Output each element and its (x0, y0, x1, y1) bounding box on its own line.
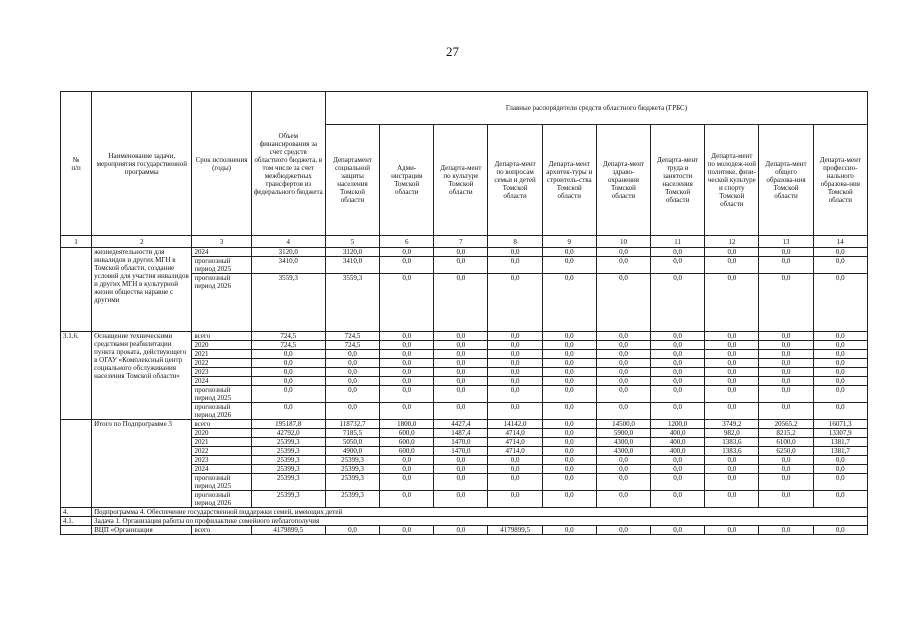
total-value-cell: 0,0 (251, 403, 325, 420)
grbs-value-cell: 982,0 (705, 429, 759, 438)
grbs-value-cell: 0,0 (488, 248, 542, 257)
grbs-value-cell: 0,0 (325, 386, 379, 403)
grbs-value-cell: 0,0 (596, 403, 650, 420)
grbs-value-cell: 0,0 (813, 465, 867, 474)
grbs-value-cell: 600,0 (380, 447, 434, 456)
section-number: 4. (61, 508, 92, 517)
grbs-value-cell: 0,0 (813, 257, 867, 274)
total-value-cell: 25399,3 (251, 447, 325, 456)
grbs-value-cell: 0,0 (705, 491, 759, 508)
row-number: 3.1.6. (61, 332, 92, 420)
period-cell: 2021 (192, 438, 251, 447)
grbs-value-cell: 0,0 (434, 359, 488, 368)
grbs-value-cell: 6250,0 (759, 447, 813, 456)
total-value-cell: 25399,3 (251, 465, 325, 474)
grbs-value-cell: 0,0 (488, 465, 542, 474)
grbs-value-cell: 0,0 (705, 526, 759, 535)
column-number: 13 (759, 236, 813, 248)
column-number: 9 (542, 236, 596, 248)
grbs-value-cell: 0,0 (596, 257, 650, 274)
grbs-value-cell: 0,0 (813, 341, 867, 350)
grbs-value-cell: 0,0 (434, 377, 488, 386)
grbs-value-cell: 0,0 (542, 465, 596, 474)
period-cell: 2023 (192, 456, 251, 465)
column-number: 3 (192, 236, 251, 248)
grbs-value-cell: 0,0 (542, 386, 596, 403)
grbs-value-cell: 0,0 (596, 274, 650, 332)
grbs-value-cell: 0,0 (813, 248, 867, 257)
grbs-value-cell: 25399,3 (325, 465, 379, 474)
grbs-value-cell: 0,0 (759, 274, 813, 332)
header-grbs-9: Департа-мент общего образова-ния Томской области (759, 125, 813, 236)
grbs-value-cell: 0,0 (759, 341, 813, 350)
grbs-value-cell: 0,0 (434, 465, 488, 474)
total-value-cell: 724,5 (251, 332, 325, 341)
financing-table (60, 91, 868, 535)
grbs-value-cell: 0,0 (434, 350, 488, 359)
grbs-value-cell: 0,0 (651, 386, 705, 403)
grbs-value-cell: 0,0 (325, 377, 379, 386)
period-cell: 2020 (192, 341, 251, 350)
grbs-value-cell: 0,0 (542, 332, 596, 341)
grbs-value-cell: 0,0 (651, 474, 705, 491)
grbs-value-cell: 0,0 (596, 465, 650, 474)
grbs-value-cell: 0,0 (651, 377, 705, 386)
grbs-value-cell: 5050,0 (325, 438, 379, 447)
grbs-value-cell: 0,0 (380, 377, 434, 386)
column-number: 2 (92, 236, 192, 248)
grbs-value-cell: 0,0 (380, 341, 434, 350)
grbs-value-cell: 0,0 (434, 257, 488, 274)
column-number: 8 (488, 236, 542, 248)
grbs-value-cell: 1383,6 (705, 438, 759, 447)
grbs-value-cell: 3410,0 (325, 257, 379, 274)
grbs-value-cell: 4179899,5 (488, 526, 542, 535)
total-value-cell: 0,0 (251, 368, 325, 377)
period-cell: прогнозный период 2026 (192, 403, 251, 420)
grbs-value-cell: 0,0 (759, 456, 813, 465)
column-number: 6 (380, 236, 434, 248)
grbs-value-cell: 0,0 (488, 332, 542, 341)
grbs-value-cell: 0,0 (380, 257, 434, 274)
column-number: 11 (651, 236, 705, 248)
total-value-cell: 0,0 (251, 359, 325, 368)
grbs-value-cell: 0,0 (813, 403, 867, 420)
header-grbs-5: Департа-мент архитек-туры и строитель-ства Томской области (542, 125, 596, 236)
grbs-value-cell: 0,0 (380, 368, 434, 377)
grbs-value-cell: 14142,0 (488, 420, 542, 429)
section-number: 4.1. (61, 517, 92, 526)
grbs-value-cell: 0,0 (380, 456, 434, 465)
section-title: Задача 1. Организация работы по профилактике семейного неблагополучия (92, 517, 868, 526)
period-cell: 2024 (192, 248, 251, 257)
grbs-value-cell: 0,0 (813, 386, 867, 403)
grbs-value-cell: 4714,0 (488, 447, 542, 456)
grbs-value-cell: 0,0 (542, 526, 596, 535)
grbs-value-cell: 1470,0 (434, 447, 488, 456)
header-grbs-title: Главные распорядители средств областного бюджета (ГРБС) (325, 92, 867, 125)
total-value-cell: 3120,0 (251, 248, 325, 257)
header-period: Срок исполнения (годы) (192, 92, 251, 236)
grbs-value-cell: 400,0 (651, 447, 705, 456)
header-grbs-7: Департа-мент труда и занятости населения Томской области (651, 125, 705, 236)
grbs-value-cell: 0,0 (705, 403, 759, 420)
header-grbs-1: Департамент социальной защиты населения Томской области (325, 125, 379, 236)
total-value-cell: 0,0 (251, 386, 325, 403)
header-no: № п/п (61, 92, 92, 236)
grbs-value-cell: 0,0 (705, 465, 759, 474)
grbs-value-cell: 0,0 (759, 474, 813, 491)
grbs-value-cell: 8215,2 (759, 429, 813, 438)
grbs-value-cell: 0,0 (813, 474, 867, 491)
grbs-value-cell: 0,0 (813, 491, 867, 508)
grbs-value-cell: 0,0 (542, 257, 596, 274)
grbs-value-cell: 0,0 (759, 386, 813, 403)
period-cell: всего (192, 526, 251, 535)
grbs-value-cell: 3120,0 (325, 248, 379, 257)
grbs-value-cell: 0,0 (759, 332, 813, 341)
grbs-value-cell: 1487,4 (434, 429, 488, 438)
grbs-value-cell: 0,0 (705, 386, 759, 403)
grbs-value-cell: 0,0 (488, 274, 542, 332)
grbs-value-cell: 0,0 (705, 474, 759, 491)
period-cell: 2024 (192, 377, 251, 386)
grbs-value-cell: 0,0 (488, 341, 542, 350)
period-cell: прогнозный период 2025 (192, 257, 251, 274)
grbs-value-cell: 0,0 (434, 491, 488, 508)
grbs-value-cell: 0,0 (434, 456, 488, 465)
grbs-value-cell: 0,0 (651, 491, 705, 508)
grbs-value-cell: 0,0 (380, 403, 434, 420)
grbs-value-cell: 0,0 (596, 368, 650, 377)
grbs-value-cell: 0,0 (759, 377, 813, 386)
grbs-value-cell: 0,0 (434, 368, 488, 377)
column-number: 14 (813, 236, 867, 248)
grbs-value-cell: 0,0 (596, 248, 650, 257)
grbs-value-cell: 3749,2 (705, 420, 759, 429)
grbs-value-cell: 0,0 (542, 248, 596, 257)
grbs-value-cell: 25399,3 (325, 456, 379, 465)
total-value-cell: 25399,3 (251, 456, 325, 465)
grbs-value-cell: 0,0 (488, 403, 542, 420)
column-number: 5 (325, 236, 379, 248)
grbs-value-cell: 0,0 (705, 257, 759, 274)
grbs-value-cell: 0,0 (759, 403, 813, 420)
grbs-value-cell: 3559,3 (325, 274, 379, 332)
grbs-value-cell: 0,0 (759, 359, 813, 368)
grbs-value-cell: 0,0 (488, 257, 542, 274)
grbs-value-cell: 0,0 (705, 341, 759, 350)
grbs-value-cell: 0,0 (542, 429, 596, 438)
row-number (61, 248, 92, 332)
grbs-value-cell: 0,0 (651, 456, 705, 465)
grbs-value-cell: 0,0 (596, 332, 650, 341)
grbs-value-cell: 0,0 (380, 465, 434, 474)
header-task-name: Наименование задачи, мероприятия государственной программы (92, 92, 192, 236)
period-cell: всего (192, 332, 251, 341)
grbs-value-cell: 0,0 (434, 386, 488, 403)
total-value-cell: 4179899,5 (251, 526, 325, 535)
grbs-value-cell: 0,0 (542, 491, 596, 508)
grbs-value-cell: 0,0 (705, 350, 759, 359)
grbs-value-cell: 0,0 (542, 377, 596, 386)
grbs-value-cell: 0,0 (596, 359, 650, 368)
grbs-value-cell: 0,0 (380, 274, 434, 332)
grbs-value-cell: 0,0 (705, 248, 759, 257)
grbs-value-cell: 0,0 (434, 248, 488, 257)
grbs-value-cell: 0,0 (488, 368, 542, 377)
grbs-value-cell: 0,0 (488, 491, 542, 508)
grbs-value-cell: 6100,0 (759, 438, 813, 447)
grbs-value-cell: 0,0 (325, 526, 379, 535)
grbs-value-cell: 20565,2 (759, 420, 813, 429)
grbs-value-cell: 0,0 (488, 359, 542, 368)
grbs-value-cell: 1200,0 (651, 420, 705, 429)
period-cell: прогнозный период 2025 (192, 386, 251, 403)
column-number: 10 (596, 236, 650, 248)
total-value-cell: 195187,8 (251, 420, 325, 429)
column-number: 4 (251, 236, 325, 248)
grbs-value-cell: 0,0 (542, 447, 596, 456)
grbs-value-cell: 400,0 (651, 438, 705, 447)
grbs-value-cell: 1470,0 (434, 438, 488, 447)
total-value-cell: 25399,3 (251, 438, 325, 447)
grbs-value-cell: 0,0 (488, 350, 542, 359)
grbs-value-cell: 0,0 (705, 332, 759, 341)
grbs-value-cell: 0,0 (380, 350, 434, 359)
grbs-value-cell: 0,0 (434, 403, 488, 420)
grbs-value-cell: 400,0 (651, 429, 705, 438)
row-number (61, 420, 92, 508)
grbs-value-cell: 0,0 (434, 474, 488, 491)
grbs-value-cell: 0,0 (325, 403, 379, 420)
grbs-value-cell: 724,5 (325, 341, 379, 350)
grbs-value-cell: 0,0 (759, 350, 813, 359)
grbs-value-cell: 118732,7 (325, 420, 379, 429)
table-row (61, 420, 868, 429)
grbs-value-cell: 724,5 (325, 332, 379, 341)
grbs-value-cell: 0,0 (542, 350, 596, 359)
grbs-value-cell: 0,0 (325, 368, 379, 377)
total-value-cell: 3410,0 (251, 257, 325, 274)
period-cell: 2023 (192, 368, 251, 377)
grbs-value-cell: 0,0 (488, 456, 542, 465)
grbs-value-cell: 1381,7 (813, 438, 867, 447)
grbs-value-cell: 0,0 (705, 274, 759, 332)
grbs-value-cell: 0,0 (596, 377, 650, 386)
task-name: Оснащение техническими средствами реабилитации пункта проката, действующего в ОГАУ «Комплексный центр социального обслуживания населения Томской области» (92, 332, 192, 420)
total-value-cell: 25399,3 (251, 474, 325, 491)
grbs-value-cell: 0,0 (596, 456, 650, 465)
grbs-value-cell: 0,0 (705, 377, 759, 386)
grbs-value-cell: 0,0 (759, 368, 813, 377)
grbs-value-cell: 1383,6 (705, 447, 759, 456)
grbs-value-cell: 0,0 (813, 350, 867, 359)
grbs-value-cell: 0,0 (813, 456, 867, 465)
grbs-value-cell: 0,0 (542, 474, 596, 491)
grbs-value-cell: 4300,0 (596, 438, 650, 447)
table-body (61, 248, 868, 535)
grbs-value-cell: 4714,0 (488, 438, 542, 447)
grbs-value-cell: 0,0 (380, 386, 434, 403)
grbs-value-cell: 600,0 (380, 429, 434, 438)
period-cell: 2021 (192, 350, 251, 359)
grbs-value-cell: 13307,9 (813, 429, 867, 438)
table-row (61, 248, 868, 257)
grbs-value-cell: 0,0 (651, 403, 705, 420)
grbs-value-cell: 14500,0 (596, 420, 650, 429)
grbs-value-cell: 0,0 (813, 274, 867, 332)
grbs-value-cell: 0,0 (651, 465, 705, 474)
grbs-value-cell: 0,0 (380, 332, 434, 341)
grbs-value-cell: 0,0 (380, 359, 434, 368)
grbs-value-cell: 0,0 (325, 359, 379, 368)
grbs-value-cell: 0,0 (380, 526, 434, 535)
total-value-cell: 42792,0 (251, 429, 325, 438)
period-cell: всего (192, 420, 251, 429)
grbs-value-cell: 0,0 (325, 350, 379, 359)
grbs-value-cell: 0,0 (596, 526, 650, 535)
grbs-value-cell: 25399,3 (325, 491, 379, 508)
grbs-value-cell: 4427,4 (434, 420, 488, 429)
grbs-value-cell: 0,0 (434, 341, 488, 350)
column-number: 1 (61, 236, 92, 248)
grbs-value-cell: 16071,3 (813, 420, 867, 429)
table-row (61, 332, 868, 341)
grbs-value-cell: 0,0 (380, 491, 434, 508)
grbs-value-cell: 0,0 (434, 274, 488, 332)
grbs-value-cell: 0,0 (705, 359, 759, 368)
header-grbs-4: Департа-мент по вопросам семьи и детей Томской области (488, 125, 542, 236)
grbs-value-cell: 0,0 (542, 438, 596, 447)
grbs-value-cell: 0,0 (651, 368, 705, 377)
grbs-value-cell: 0,0 (596, 350, 650, 359)
header-grbs-8: Департа-мент по молодеж-ной политике, физи-ческой культуре и спорту Томской области (705, 125, 759, 236)
header-grbs-3: Департа-мент по культуре Томской области (434, 125, 488, 236)
grbs-value-cell: 0,0 (759, 465, 813, 474)
grbs-value-cell: 0,0 (759, 526, 813, 535)
period-cell: 2024 (192, 465, 251, 474)
row-number (61, 526, 92, 535)
grbs-value-cell: 0,0 (651, 274, 705, 332)
grbs-value-cell: 0,0 (759, 248, 813, 257)
total-value-cell: 0,0 (251, 377, 325, 386)
grbs-value-cell: 0,0 (596, 491, 650, 508)
grbs-value-cell: 0,0 (488, 474, 542, 491)
grbs-value-cell: 0,0 (542, 274, 596, 332)
grbs-value-cell: 0,0 (813, 332, 867, 341)
grbs-value-cell: 4900,0 (325, 447, 379, 456)
grbs-value-cell: 0,0 (542, 456, 596, 465)
grbs-value-cell: 0,0 (705, 456, 759, 465)
grbs-value-cell: 0,0 (759, 491, 813, 508)
header-grbs-2: Адми-нистрация Томской области (380, 125, 434, 236)
grbs-value-cell: 0,0 (813, 359, 867, 368)
column-number: 7 (434, 236, 488, 248)
grbs-value-cell: 0,0 (651, 257, 705, 274)
period-cell: прогнозный период 2025 (192, 474, 251, 491)
section-row (61, 517, 868, 526)
header-grbs-10: Департа-мент профессио-нального образова-ния Томской области (813, 125, 867, 236)
grbs-value-cell: 4714,0 (488, 429, 542, 438)
task-name: ВЦП «Организация (92, 526, 192, 535)
total-value-cell: 724,5 (251, 341, 325, 350)
grbs-value-cell: 0,0 (651, 359, 705, 368)
grbs-value-cell: 0,0 (813, 377, 867, 386)
table-header (61, 92, 868, 248)
grbs-value-cell: 0,0 (651, 526, 705, 535)
task-name: Итого по Подпрограмме 3 (92, 420, 192, 508)
grbs-value-cell: 1800,0 (380, 420, 434, 429)
grbs-value-cell: 0,0 (542, 368, 596, 377)
grbs-value-cell: 25399,3 (325, 474, 379, 491)
header-grbs-6: Департа-мент здраво-охранения Томской области (596, 125, 650, 236)
grbs-value-cell: 0,0 (651, 332, 705, 341)
section-row (61, 508, 868, 517)
grbs-value-cell: 0,0 (434, 332, 488, 341)
grbs-value-cell: 0,0 (759, 257, 813, 274)
grbs-value-cell: 0,0 (488, 377, 542, 386)
total-value-cell: 0,0 (251, 350, 325, 359)
period-cell: 2020 (192, 429, 251, 438)
grbs-value-cell: 0,0 (542, 420, 596, 429)
total-value-cell: 25399,3 (251, 491, 325, 508)
page-number: 27 (446, 44, 459, 59)
period-cell: 2022 (192, 359, 251, 368)
grbs-value-cell: 0,0 (542, 403, 596, 420)
header-volume: Объем финансирования за счет средств областного бюджета, в том числе за счет межбюджетных трансфертов из федерального бюджета (251, 92, 325, 236)
grbs-value-cell: 0,0 (596, 341, 650, 350)
grbs-value-cell: 5900,0 (596, 429, 650, 438)
total-value-cell: 3559,3 (251, 274, 325, 332)
grbs-value-cell: 0,0 (813, 368, 867, 377)
grbs-value-cell: 0,0 (488, 386, 542, 403)
task-name: жизнедеятельности для инвалидов и других МГН в Томской области, создание условий для участия инвалидов и других МГН в культурной жизни общества наравне с другими (92, 248, 192, 332)
grbs-value-cell: 0,0 (596, 474, 650, 491)
table-row (61, 526, 868, 535)
grbs-value-cell: 0,0 (651, 350, 705, 359)
grbs-value-cell: 600,0 (380, 438, 434, 447)
section-title: Подпрограмма 4. Обеспечение государственной поддержки семей, имеющих детей (92, 508, 868, 517)
grbs-value-cell: 0,0 (651, 248, 705, 257)
grbs-value-cell: 0,0 (434, 526, 488, 535)
grbs-value-cell: 0,0 (813, 526, 867, 535)
grbs-value-cell: 1381,7 (813, 447, 867, 456)
grbs-value-cell: 4300,0 (596, 447, 650, 456)
grbs-value-cell: 7185,5 (325, 429, 379, 438)
grbs-value-cell: 0,0 (651, 341, 705, 350)
grbs-value-cell: 0,0 (380, 248, 434, 257)
period-cell: прогнозный период 2026 (192, 491, 251, 508)
grbs-value-cell: 0,0 (542, 359, 596, 368)
grbs-value-cell: 0,0 (380, 474, 434, 491)
grbs-value-cell: 0,0 (542, 341, 596, 350)
grbs-value-cell: 0,0 (596, 386, 650, 403)
grbs-value-cell: 0,0 (705, 368, 759, 377)
period-cell: 2022 (192, 447, 251, 456)
period-cell: прогнозный период 2026 (192, 274, 251, 332)
column-number: 12 (705, 236, 759, 248)
